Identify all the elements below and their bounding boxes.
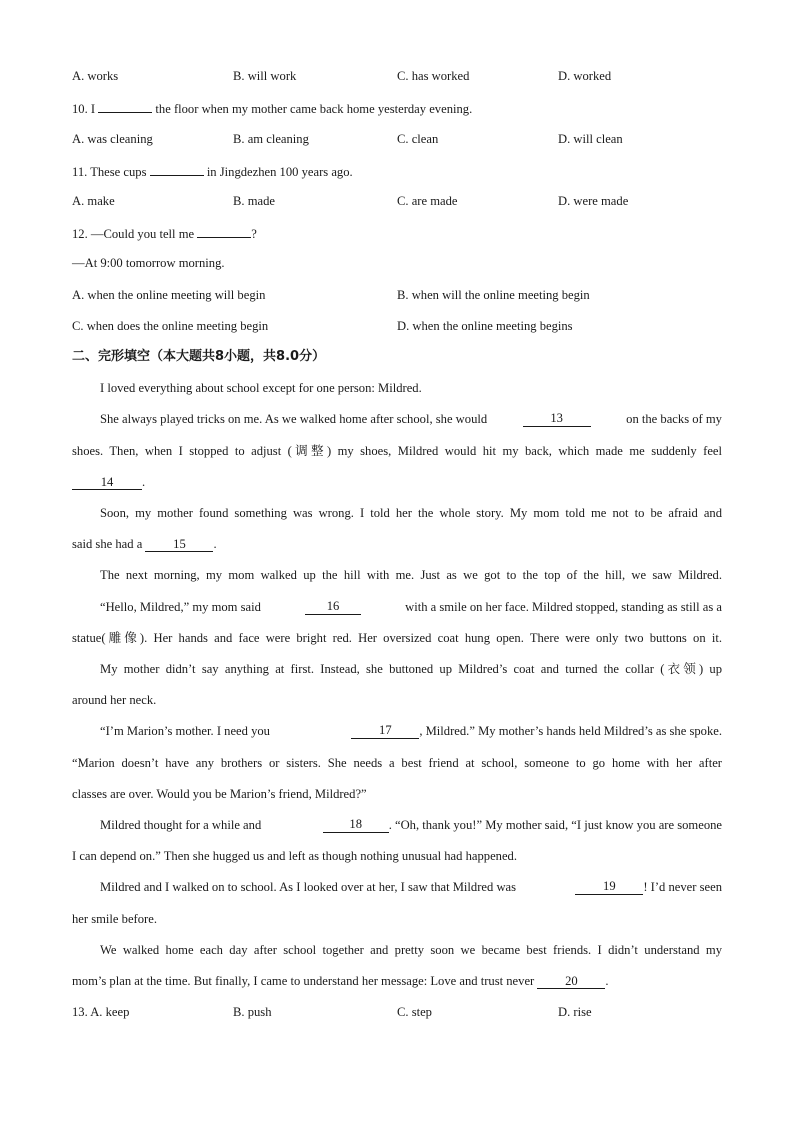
q10-option-a: A. was cleaning	[72, 132, 153, 146]
blank-17: 17	[351, 723, 419, 739]
text: Mildred thought for a while and	[100, 818, 262, 832]
passage-p3-line2	[72, 536, 722, 552]
text: .	[213, 537, 217, 551]
blank-19: 19	[575, 879, 643, 895]
q12-post: ?	[251, 227, 257, 241]
q9-option-b: B. will work	[233, 69, 297, 83]
passage-p7-line3: classes are over. Would you be Marion’s friend, Mildred?”	[72, 787, 367, 801]
text: She always played tricks on me. As we walked home after school, she would	[100, 412, 488, 426]
q9-option-c: C. has worked	[397, 69, 470, 83]
text: said she had a	[72, 537, 143, 551]
text: with a smile on her face. Mildred stopped, standing as still as a	[405, 600, 722, 614]
text: “I’m Marion’s mother. I need you	[100, 724, 270, 738]
passage-p2-line2: shoes. Then, when I stopped to adjust (调整) my shoes, Mildred would hit my back, which made me suddenly feel	[72, 444, 722, 458]
passage-p8-line2: I can depend on.” Then she hugged us and left as though nothing unusual had happened.	[72, 849, 517, 863]
passage-p9-line1	[100, 879, 722, 895]
blank-16: 16	[305, 599, 361, 615]
q13-option-d: D. rise	[558, 1005, 592, 1019]
q10-stem	[72, 99, 722, 117]
q12-stem	[72, 224, 722, 242]
passage-p5-line1	[100, 599, 722, 615]
text: . “Oh, thank you!” My mother said, “I just know you are someone	[388, 818, 722, 832]
q13-option-a: 13. A. keep	[72, 1005, 130, 1019]
q12-reply: —At 9:00 tomorrow morning.	[72, 256, 225, 270]
q13-option-b: B. push	[233, 1005, 272, 1019]
section-heading: 二、完形填空（本大题共8小题，共8.0分）	[72, 349, 326, 364]
passage-p7-line2: “Marion doesn’t have any brothers or sisters. She needs a best friend at school, someone to go home with her after	[72, 756, 722, 770]
q12-option-d: D. when the online meeting begins	[397, 319, 573, 333]
passage-p4: The next morning, my mom walked up the hill with me. Just as we got to the top of the hill, we saw Mildred.	[100, 568, 722, 582]
blank-20: 20	[537, 974, 605, 989]
q11-option-c: C. are made	[397, 194, 458, 208]
answer-blank	[197, 224, 251, 238]
blank-14: 14	[72, 475, 142, 490]
q11-option-a: A. make	[72, 194, 115, 208]
passage-p9-line2: her smile before.	[72, 912, 157, 926]
q11-stem	[72, 162, 722, 180]
q13-option-c: C. step	[397, 1005, 432, 1019]
q11-post: in Jingdezhen 100 years ago.	[206, 165, 353, 179]
q9-option-a: A. works	[72, 69, 119, 83]
q10-post: the floor when my mother came back home yesterday evening.	[155, 102, 473, 116]
text: mom’s plan at the time. But finally, I came to understand her message: Love and trust never	[72, 974, 535, 988]
blank-18: 18	[323, 817, 389, 833]
text: .	[605, 974, 609, 988]
blank-15: 15	[145, 537, 213, 552]
passage-p1: I loved everything about school except for one person: Mildred.	[100, 381, 422, 395]
passage-p7-line1	[100, 723, 722, 739]
q10-option-d: D. will clean	[558, 132, 623, 146]
text: Mildred and I walked on to school. As I looked over at her, I saw that Mildred was	[100, 880, 517, 894]
q10-pre: 10. I	[72, 102, 96, 116]
passage-p6-line2: around her neck.	[72, 693, 157, 707]
passage-p2-line3	[72, 474, 722, 490]
passage-p8-line1	[100, 817, 722, 833]
q11-pre: 11. These cups	[72, 165, 147, 179]
q12-option-a: A. when the online meeting will begin	[72, 288, 266, 302]
text: .	[142, 475, 146, 489]
blank-13: 13	[523, 411, 591, 427]
q10-option-c: C. clean	[397, 132, 439, 146]
passage-p10-line2	[72, 973, 722, 989]
q10-option-b: B. am cleaning	[233, 132, 309, 146]
passage-p10-line1: We walked home each day after school together and pretty soon we became best friends. I didn’t understand my	[100, 943, 722, 957]
text: on the backs of my	[626, 412, 722, 426]
answer-blank	[150, 162, 204, 176]
answer-blank	[98, 99, 152, 113]
passage-p3-line1: Soon, my mother found something was wrong. I told her the whole story. My mom told me not to be afraid and	[100, 506, 722, 520]
passage-p2-line1	[100, 411, 722, 427]
text: “Hello, Mildred,” my mom said	[100, 600, 261, 614]
q12-option-c: C. when does the online meeting begin	[72, 319, 269, 333]
q12-option-b: B. when will the online meeting begin	[397, 288, 590, 302]
text: ! I’d never seen	[643, 880, 722, 894]
q9-option-d: D. worked	[558, 69, 612, 83]
text: , Mildred.” My mother’s hands held Mildred’s as she spoke.	[419, 724, 722, 738]
q12-pre: 12. —Could you tell me	[72, 227, 195, 241]
passage-p6-line1: My mother didn’t say anything at first. Instead, she buttoned up Mildred’s coat and turned the collar (衣领) up	[100, 662, 722, 676]
passage-p5-line2: statue(雕像). Her hands and face were bright red. Her oversized coat hung open. There were only two buttons on it.	[72, 631, 722, 645]
q11-option-d: D. were made	[558, 194, 629, 208]
q11-option-b: B. made	[233, 194, 275, 208]
